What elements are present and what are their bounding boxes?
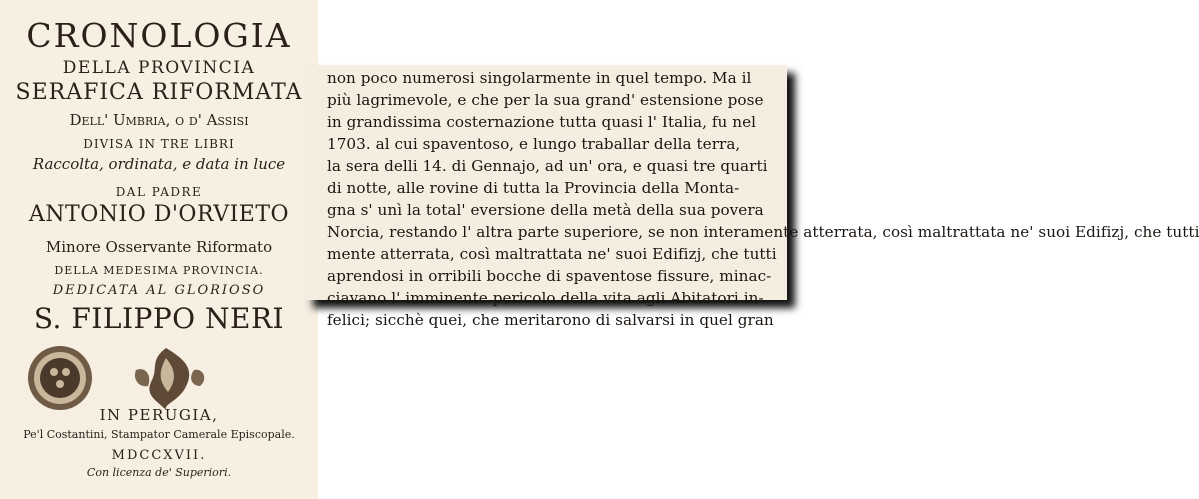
text-excerpt-scan xyxy=(305,65,1199,329)
subtitle-line: DAL PADRE xyxy=(115,185,203,199)
dedicatee-name: S. FILIPPO NERI xyxy=(33,302,285,335)
subtitle-line: Dell' Umbria, o d' Assisi xyxy=(69,111,249,129)
excerpt-line: più lagrimevole, e che per la sua grand' estensione pose xyxy=(327,91,764,109)
subtitle-line: Raccolta, ordinata, e data in luce xyxy=(32,155,286,173)
subtitle-line: DEDICATA AL GLORIOSO xyxy=(52,283,266,298)
excerpt-line: mente atterrata, così maltrattata ne' suoi Edifizj, che tutti xyxy=(327,245,777,263)
book-title: CRONOLOGIA xyxy=(26,16,292,55)
excerpt-line: aprendosi in orribili bocche di spaventose fissure, minac- xyxy=(327,267,772,285)
coat-of-arms-icon xyxy=(28,346,92,410)
excerpt-line: la sera delli 14. di Gennajo, ad un' ora, e quasi tre quarti xyxy=(327,157,768,175)
subtitle-line: SERAFICA RIFORMATA xyxy=(15,80,303,105)
excerpt-line: in grandissima costernazione tutta quasi l' Italia, fu nel xyxy=(327,113,757,131)
publication-place: IN PERUGIA, xyxy=(99,406,219,424)
printer-line: Pe'l Costantini, Stampator Camerale Episcopale. xyxy=(23,428,295,441)
excerpt-line: ciavano l' imminente pericolo della vita agli Abitatori in- xyxy=(327,289,764,307)
publication-year: MDCCXVII. xyxy=(111,448,207,463)
excerpt-line: di notte, alle rovine di tutta la Provincia della Monta- xyxy=(327,179,740,197)
foliage-ornament-icon xyxy=(135,348,204,410)
excerpt-line: 1703. al cui spaventoso, e lungo traballar della terra, xyxy=(327,135,741,153)
subtitle-line: DIVISA IN TRE LIBRI xyxy=(83,137,235,151)
subtitle-line: DELLA MEDESIMA PROVINCIA. xyxy=(54,264,264,277)
excerpt-line: Norcia, restando l' altra parte superiore, se non interamente atterrata, così maltrattata ne' suoi Edifizj, che tutti xyxy=(327,223,1199,241)
excerpt-line: gna s' unì la total' eversione della metà della sua povera xyxy=(327,201,764,219)
title-page-scan xyxy=(0,0,318,499)
license-line: Con licenza de' Superiori. xyxy=(86,466,232,479)
subtitle-line: Minore Osservante Riformato xyxy=(45,238,273,256)
excerpt-line: felici; sicchè quei, che meritarono di salvarsi in quel gran xyxy=(327,311,774,329)
subtitle-line: DELLA PROVINCIA xyxy=(62,58,256,78)
excerpt-line: non poco numerosi singolarmente in quel tempo. Ma il xyxy=(327,69,752,87)
author-name: ANTONIO D'ORVIETO xyxy=(28,202,290,227)
printer-ornaments xyxy=(16,340,302,415)
